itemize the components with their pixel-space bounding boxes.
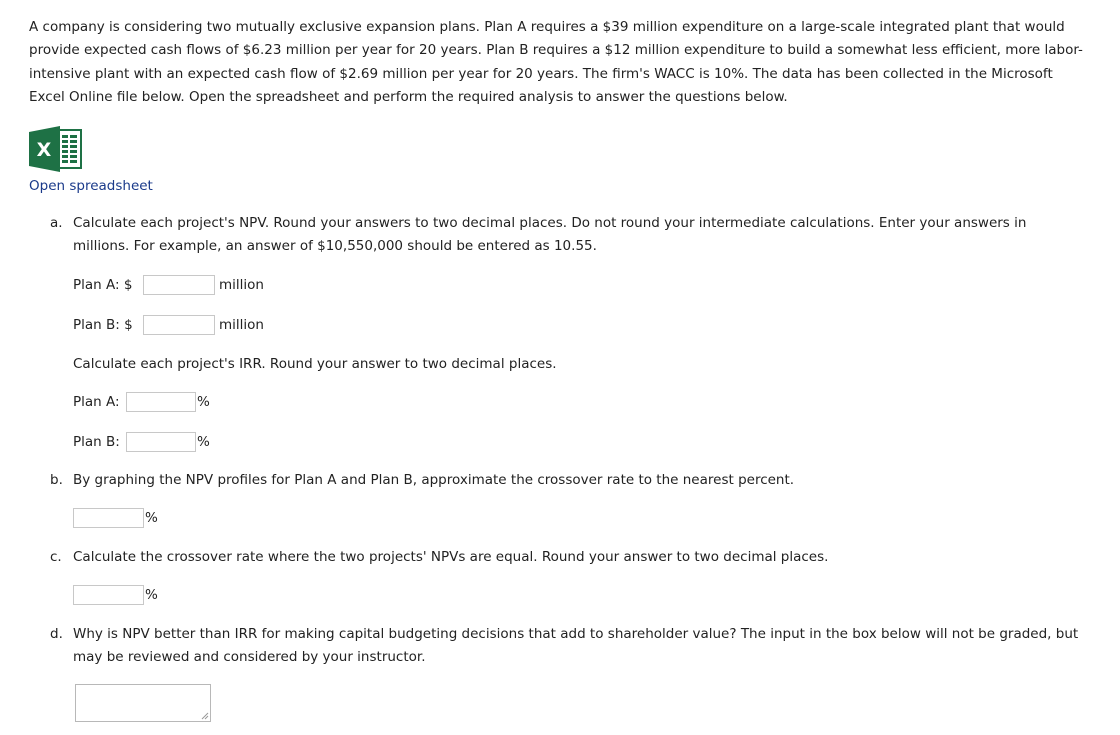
npv-plan-a-unit: million (219, 277, 264, 293)
irr-plan-a-input[interactable] (126, 392, 196, 412)
part-b-letter: b. (50, 472, 63, 488)
part-b-question (50, 469, 1073, 492)
irr-plan-b-unit: % (197, 434, 210, 450)
npv-plan-b-label: Plan B: $ (73, 317, 133, 333)
part-c-text: Calculate the crossover rate where the two projects' NPVs are equal. Round your answer to two decimal places. (73, 549, 829, 565)
part-c-question (50, 546, 1073, 569)
irr-plan-a-label: Plan A: (73, 394, 120, 410)
resize-grip-icon[interactable] (201, 712, 209, 720)
irr-instruction: Calculate each project's IRR. Round your answer to two decimal places. (73, 356, 557, 372)
part-d-text: Why is NPV better than IRR for making capital budgeting decisions that add to shareholder value? The input in the box below will not be graded, but may be reviewed and considered by your instructor. (73, 626, 1079, 666)
crossover-exact-input[interactable] (73, 585, 144, 605)
npv-vs-irr-textarea[interactable] (75, 684, 211, 722)
npv-plan-a-input[interactable] (143, 275, 215, 295)
irr-plan-b-input[interactable] (126, 432, 196, 452)
irr-plan-b-label: Plan B: (73, 434, 120, 450)
crossover-exact-unit: % (145, 587, 158, 603)
part-d-letter: d. (50, 626, 63, 642)
npv-plan-b-input[interactable] (143, 315, 215, 335)
part-b-text: By graphing the NPV profiles for Plan A and Plan B, approximate the crossover rate to the nearest percent. (73, 472, 795, 488)
part-d-question (50, 623, 1083, 670)
npv-plan-b-unit: million (219, 317, 264, 333)
problem-statement: A company is considering two mutually exclusive expansion plans. Plan A requires a $39 million expenditure on a large-scale integrated plant that would provide expected cash flows of $6.23 million per year for 20 years. Plan B requires a $12 million expenditure to build a somewhat less efficient, more labor-intensive plant with an expected cash flow of $2.69 million per year for 20 years. The firm's WACC is 10%. The data has been collected in the Microsoft Excel Online file below. Open the spreadsheet and perform the required analysis to answer the questions below. (29, 19, 1083, 106)
irr-plan-a-unit: % (197, 394, 210, 410)
crossover-approx-input[interactable] (73, 508, 144, 528)
part-c-letter: c. (50, 549, 62, 565)
excel-icon-letter: X (36, 139, 52, 161)
part-a-question (50, 212, 1073, 259)
crossover-approx-unit: % (145, 510, 158, 526)
open-spreadsheet-link[interactable]: Open spreadsheet (29, 178, 153, 194)
npv-plan-a-label: Plan A: $ (73, 277, 133, 293)
part-a-letter: a. (50, 215, 63, 231)
part-a-text: Calculate each project's NPV. Round your answers to two decimal places. Do not round your intermediate calculations. Enter your answers in millions. For example, an answer of $10,550,000 should be entered as 10.55. (73, 215, 1027, 255)
excel-icon[interactable] (29, 126, 82, 172)
